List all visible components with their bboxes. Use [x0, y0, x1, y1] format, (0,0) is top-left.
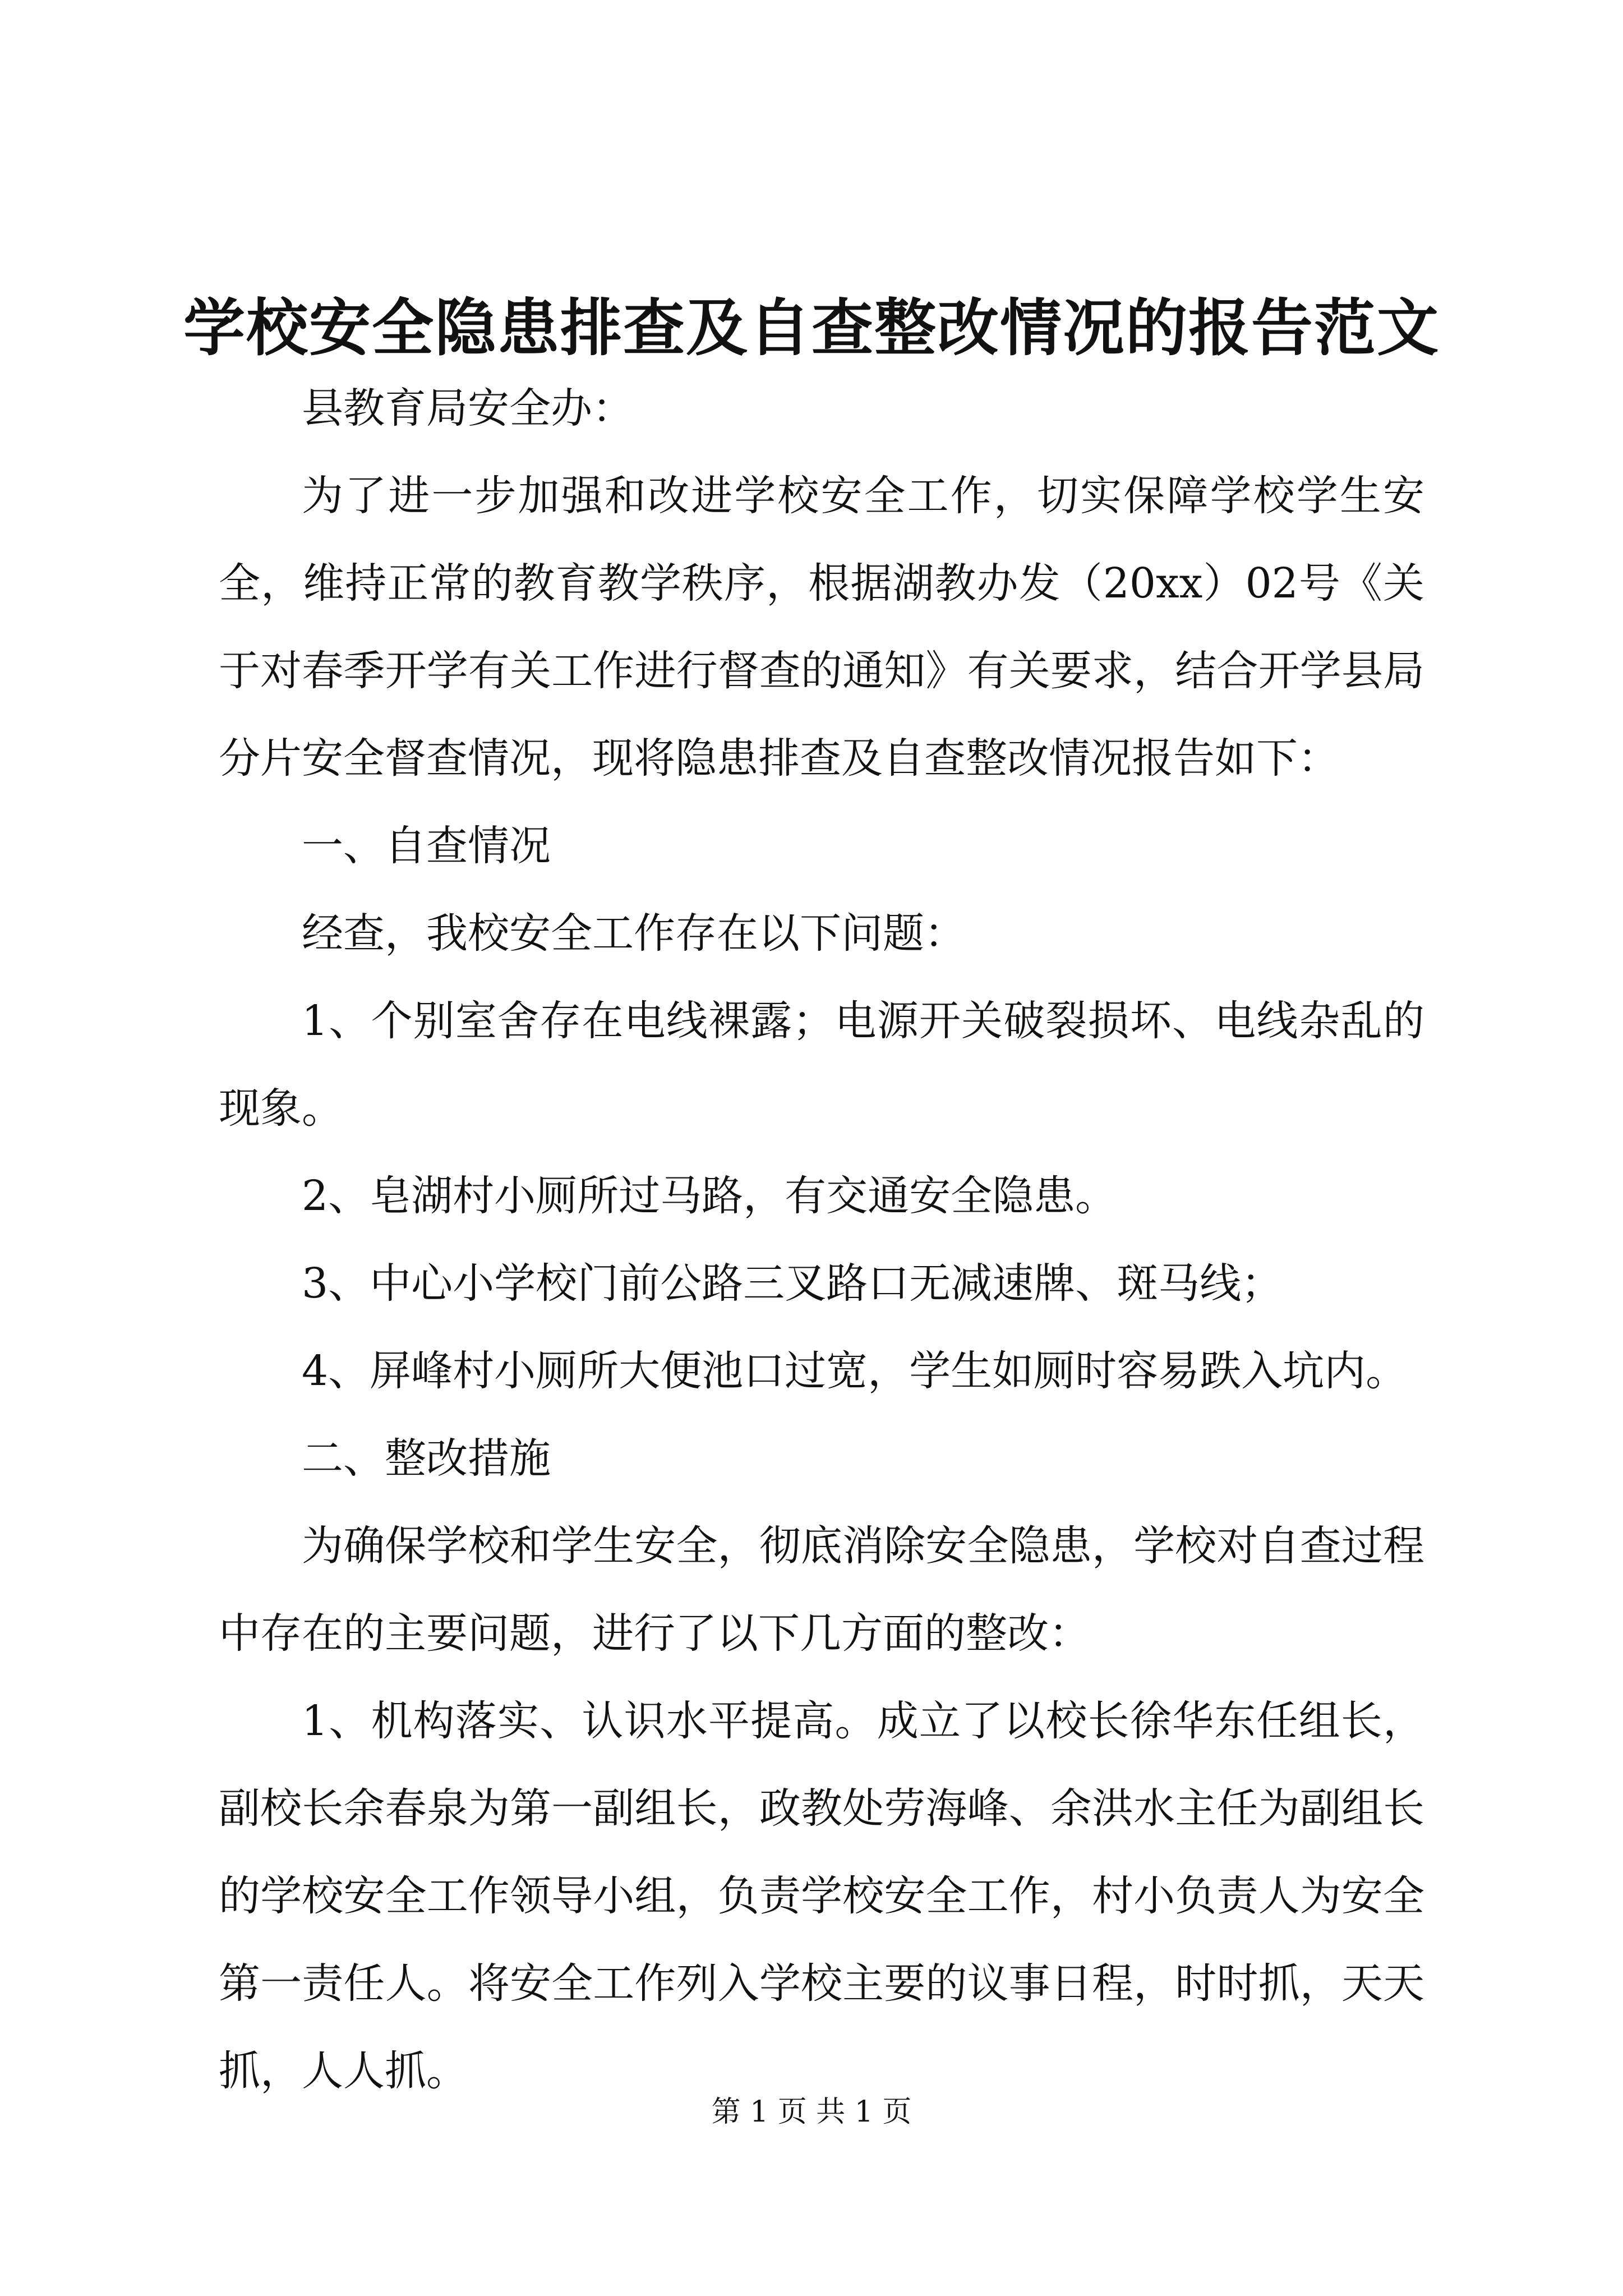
document-title: 学校安全隐患排查及自查整改情况的报告范文 [183, 292, 1440, 364]
list-item: 1、个别室舍存在电线裸露；电源开关破裂损坏、电线杂乱的现象。 [219, 997, 1424, 1133]
paragraph-intro: 为了进一步加强和改进学校安全工作，切实保障学校学生安全，维持正常的教育教学秩序，根据湖教办发（20xx）02号《关于对春季开学有关工作进行督查的通知》有关要求，结合开学县局分片安全督查情况，现将隐患排查及自查整改情况报告如下： [219, 472, 1424, 783]
paragraph: 为确保学校和学生安全，彻底消除安全隐患，学校对自查过程中存在的主要问题，进行了以下几方面的整改： [219, 1522, 1424, 1658]
list-item: 1、机构落实、认识水平提高。成立了以校长徐华东任组长，副校长余春泉为第一副组长，政教处劳海峰、余洪水主任为副组长的学校安全工作领导小组，负责学校安全工作，村小负责人为安全第一责任人。将安全工作列入学校主要的议事日程，时时抓，天天抓，人人抓。 [219, 1697, 1424, 2095]
section-heading-self-check: 一、自查情况 [302, 822, 551, 870]
paragraph: 经查，我校安全工作存在以下问题： [302, 909, 966, 958]
list-item: 4、屏峰村小厕所大便池口过宽，学生如厕时容易跌入坑内。 [302, 1347, 1408, 1395]
salutation: 县教育局安全办： [302, 384, 634, 432]
list-item: 2、皂湖村小厕所过马路，有交通安全隐患。 [302, 1172, 1117, 1220]
list-item: 3、中心小学校门前公路三叉路口无减速牌、斑马线； [302, 1259, 1283, 1308]
document-body [219, 365, 1424, 2115]
page-footer: 第 1 页 共 1 页 [711, 2095, 912, 2129]
section-heading-measures: 二、整改措施 [302, 1434, 551, 1483]
